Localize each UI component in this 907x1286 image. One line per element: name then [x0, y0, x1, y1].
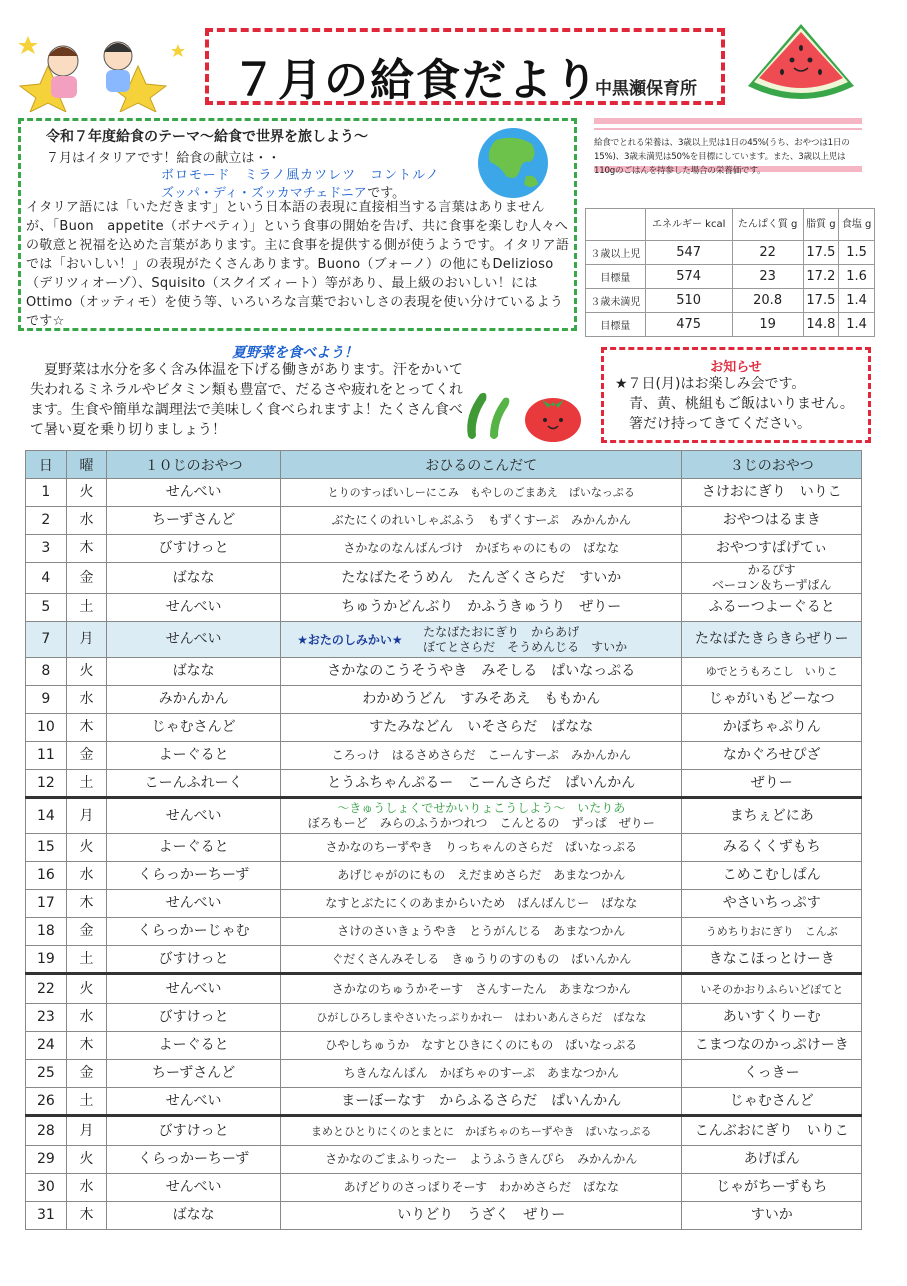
- menu-day: 17: [26, 890, 67, 918]
- menu-afternoon-snack: まちぇどにあ: [682, 798, 862, 834]
- snack-line-2: ベーコン＆ちーずぱん: [712, 578, 832, 592]
- menu-morning-snack: せんべい: [107, 890, 281, 918]
- menu-morning-snack: くらっかーちーず: [107, 1146, 281, 1174]
- menu-afternoon-snack: こまつなのかっぷけーき: [682, 1032, 862, 1060]
- menu-row: [26, 834, 862, 862]
- lunch-line-2: ぼてとさらだ そうめんじる すいか: [423, 639, 628, 654]
- menu-day: 14: [26, 798, 67, 834]
- menu-afternoon-snack: じゃがちーずもち: [682, 1174, 862, 1202]
- summer-title: 夏野菜を食べよう！: [232, 345, 358, 361]
- menu-weekday: 火: [66, 479, 106, 507]
- menu-row: [26, 742, 862, 770]
- nutrition-value: 17.2: [803, 265, 839, 289]
- menu-morning-snack: ちーずさんど: [107, 1060, 281, 1088]
- menu-day: 24: [26, 1032, 67, 1060]
- menu-lunch: いりどり うざく ぜりー: [281, 1202, 682, 1230]
- menu-afternoon-snack: こめこむしぱん: [682, 862, 862, 890]
- menu-row: [26, 535, 862, 563]
- globe-icon: [476, 126, 550, 200]
- menu-afternoon-snack: きなこほっとけーき: [682, 946, 862, 974]
- nutrition-value: 23: [732, 265, 803, 289]
- menu-lunch: あげじゃがのにもの えだまめさらだ あまなつかん: [281, 862, 682, 890]
- menu-afternoon-snack: [682, 563, 862, 594]
- menu-row: [26, 1088, 862, 1116]
- menu-lunch: さかなのごまふりったー ようふうきんぴら みかんかん: [281, 1146, 682, 1174]
- notice-line: ★７日(月)はお楽しみ会です。: [615, 376, 806, 392]
- menu-weekday: 木: [66, 714, 106, 742]
- menu-morning-snack: こーんふれーく: [107, 770, 281, 798]
- menu-weekday: 木: [66, 1202, 106, 1230]
- menu-row: [26, 594, 862, 622]
- event-label: ★おたのしみかい★: [297, 632, 403, 647]
- menu-weekday: 火: [66, 834, 106, 862]
- nutrition-row: [586, 241, 875, 265]
- menu-morning-snack: びすけっと: [107, 1004, 281, 1032]
- menu-lunch: とうふちゃんぷるー こーんさらだ ぱいんかん: [281, 770, 682, 798]
- menu-morning-snack: くらっかーじゃむ: [107, 918, 281, 946]
- menu-weekday: 金: [66, 1060, 106, 1088]
- menu-lunch: たなばたそうめん たんざくさらだ すいか: [281, 563, 682, 594]
- menu-day: 1: [26, 479, 67, 507]
- nutrition-row-label: 目標量: [586, 313, 646, 337]
- nutrition-value: 17.5: [803, 241, 839, 265]
- nutrition-value: 14.8: [803, 313, 839, 337]
- menu-afternoon-snack: みるくくずもち: [682, 834, 862, 862]
- menu-afternoon-snack: かぼちゃぷりん: [682, 714, 862, 742]
- menu-row: [26, 1060, 862, 1088]
- menu-lunch: ぶたにくのれいしゃぶふう もずくすーぷ みかんかん: [281, 507, 682, 535]
- menu-weekday: 水: [66, 686, 106, 714]
- menu-header-day: 日: [26, 451, 67, 479]
- menu-morning-snack: せんべい: [107, 594, 281, 622]
- menu-lunch: すたみなどん いそさらだ ばなな: [281, 714, 682, 742]
- lunch-lines: [423, 625, 679, 655]
- menu-row: [26, 890, 862, 918]
- notice-title: お知らせ: [710, 360, 762, 375]
- menu-row: [26, 1202, 862, 1230]
- menu-weekday: 土: [66, 770, 106, 798]
- menu-morning-snack: せんべい: [107, 1088, 281, 1116]
- nutrition-header-row: [586, 209, 875, 241]
- menu-morning-snack: せんべい: [107, 798, 281, 834]
- menu-afternoon-snack: いそのかおりふらいどぽてと: [682, 974, 862, 1004]
- menu-lunch: [281, 798, 682, 834]
- menu-weekday: 火: [66, 658, 106, 686]
- menu-day: 11: [26, 742, 67, 770]
- menu-lunch: さかなのなんばんづけ かぼちゃのにもの ばなな: [281, 535, 682, 563]
- menu-afternoon-snack: たなばたきらきらぜりー: [682, 622, 862, 658]
- menu-header-row: [26, 451, 862, 479]
- menu-day: 30: [26, 1174, 67, 1202]
- menu-day: 18: [26, 918, 67, 946]
- menu-afternoon-snack: ふるーつよーぐると: [682, 594, 862, 622]
- menu-day: 28: [26, 1116, 67, 1146]
- menu-lunch: とりのすっぱいしーにこみ もやしのごまあえ ぱいなっぷる: [281, 479, 682, 507]
- menu-weekday: 水: [66, 1004, 106, 1032]
- summer-body: 夏野菜は水分を多く含み体温を下げる働きがあります。汗をかいて失われるミネラルやビタミン類も豊富で、だるさや疲れをとってくれます。生食や簡単な調理法で美味しく食べられますよ！たくさん食べて暑い夏を乗り切りましょう！: [30, 362, 464, 438]
- menu-weekday: 火: [66, 974, 106, 1004]
- nutrition-header-cell: [586, 209, 646, 241]
- menu-morning-snack: ちーずさんど: [107, 507, 281, 535]
- nutrition-header-cell: 脂質 g: [803, 209, 839, 241]
- menu-afternoon-snack: じゃむさんど: [682, 1088, 862, 1116]
- menu-day: 25: [26, 1060, 67, 1088]
- theme-menu-suffix: です。: [367, 186, 406, 201]
- theme-title: 令和７年度給食のテーマ～給食で世界を旅しよう～: [46, 129, 368, 145]
- menu-morning-snack: よーぐると: [107, 834, 281, 862]
- menu-weekday: 水: [66, 507, 106, 535]
- theme-menu-items: ズッパ・ディ・ズッカマチェドニア: [161, 186, 368, 201]
- nutrition-value: 1.4: [839, 313, 875, 337]
- lunch-line-1: たなばたおにぎり からあげ: [423, 624, 580, 639]
- nutrition-value: 19: [732, 313, 803, 337]
- lunch-line-2: ぼろもーど みらのふうかつれつ こんとるの ずっぱ ぜりー: [307, 816, 655, 830]
- theme-intro: ７月はイタリアです！給食の献立は・・: [46, 151, 281, 166]
- menu-row: [26, 1004, 862, 1032]
- menu-morning-snack: みかんかん: [107, 686, 281, 714]
- menu-day: 2: [26, 507, 67, 535]
- menu-morning-snack: せんべい: [107, 622, 281, 658]
- menu-afternoon-snack: なかぐろせぴざ: [682, 742, 862, 770]
- menu-weekday: 月: [66, 622, 106, 658]
- menu-lunch: なすとぶたにくのあまからいため ばんばんじー ばなな: [281, 890, 682, 918]
- menu-afternoon-snack: じゃがいもどーなつ: [682, 686, 862, 714]
- menu-afternoon-snack: ぜりー: [682, 770, 862, 798]
- tomato-illustration: [522, 388, 584, 444]
- menu-morning-snack: せんべい: [107, 479, 281, 507]
- menu-header-afternoon-snack: ３じのおやつ: [682, 451, 862, 479]
- nutrition-row-label: ３歳未満児: [586, 289, 646, 313]
- notice-body: [615, 374, 854, 434]
- menu-morning-snack: びすけっと: [107, 1116, 281, 1146]
- menu-day: 9: [26, 686, 67, 714]
- menu-lunch: さけのさいきょうやき とうがんじる あまなつかん: [281, 918, 682, 946]
- menu-lunch: さかなのちーずやき りっちゃんのさらだ ぱいなっぷる: [281, 834, 682, 862]
- menu-row: [26, 1146, 862, 1174]
- snack-line-1: かるぴす: [747, 563, 796, 577]
- menu-weekday: 木: [66, 890, 106, 918]
- nutrition-row-label: ３歳以上児: [586, 241, 646, 265]
- menu-row: [26, 622, 862, 658]
- menu-morning-snack: びすけっと: [107, 535, 281, 563]
- page-title: ７月の給食だより: [232, 55, 600, 106]
- menu-day: 16: [26, 862, 67, 890]
- watermelon-illustration: [742, 20, 860, 108]
- menu-weekday: 金: [66, 918, 106, 946]
- menu-weekday: 木: [66, 1032, 106, 1060]
- menu-row: [26, 658, 862, 686]
- notice-line: 箸だけ持ってきてください。: [615, 416, 811, 432]
- menu-afternoon-snack: こんぶおにぎり いりこ: [682, 1116, 862, 1146]
- menu-day: 8: [26, 658, 67, 686]
- menu-afternoon-snack: あいすくりーむ: [682, 1004, 862, 1032]
- menu-row: [26, 1032, 862, 1060]
- nutrition-header-cell: たんぱく質 g: [732, 209, 803, 241]
- nutrition-row-label: 目標量: [586, 265, 646, 289]
- menu-row: [26, 1174, 862, 1202]
- notice-line: 青、黄、桃組もご飯はいりません。: [615, 396, 854, 412]
- nutrition-value: 20.8: [732, 289, 803, 313]
- menu-lunch: ちきんなんばん かぼちゃのすーぷ あまなつかん: [281, 1060, 682, 1088]
- menu-header-morning-snack: １０じのおやつ: [107, 451, 281, 479]
- menu-day: 29: [26, 1146, 67, 1174]
- theme-body: イタリア語には「いただきます」という日本語の表現に直接相当する言葉はありませんが、「Buon appetite（ボナペティ）」という食事の開始を告げ、共に食事を楽しむ人々への敬意と祝福を込めた言葉があります。主に食事を提供する側が使うようです。イタリア語では「おいしい！」の表現がたくさんあります。Buono（ブォーノ）の他にもDelizioso（デリツィオーゾ）、Squisito（スクイズィート）等があり、最上級のおいしい！には Ottimo（オッティモ）を使う等、いろいろな言葉でおいしさの表現を使い分けているようです☆: [26, 200, 570, 329]
- menu-morning-snack: ばなな: [107, 658, 281, 686]
- nutrition-value: 1.6: [839, 265, 875, 289]
- menu-row: [26, 798, 862, 834]
- nutrition-value: 475: [645, 313, 732, 337]
- menu-lunch: ころっけ はるさめさらだ こーんすーぷ みかんかん: [281, 742, 682, 770]
- menu-morning-snack: せんべい: [107, 974, 281, 1004]
- nutrition-value: 510: [645, 289, 732, 313]
- menu-lunch: さかなのちゅうかそーす さんすーたん あまなつかん: [281, 974, 682, 1004]
- menu-morning-snack: じゃむさんど: [107, 714, 281, 742]
- menu-lunch: ちゅうかどんぶり かふうきゅうり ぜりー: [281, 594, 682, 622]
- menu-afternoon-snack: さけおにぎり いりこ: [682, 479, 862, 507]
- menu-weekday: 月: [66, 1116, 106, 1146]
- nutrition-note: 給食でとれる栄養は、3歳以上児は1日の45%(うち、おやつは1日の15%)、3歳未満児は50%を目標にしています。また、3歳以上児は110gのごはんを持参した場合の栄養価です。: [594, 138, 850, 176]
- nutrition-table: [585, 208, 875, 337]
- menu-afternoon-snack: あげぱん: [682, 1146, 862, 1174]
- menu-row: [26, 974, 862, 1004]
- nutrition-row: [586, 313, 875, 337]
- menu-weekday: 火: [66, 1146, 106, 1174]
- theme-menu-line1: ボロモード ミラノ風カツレツ コントルノ: [161, 168, 440, 183]
- menu-afternoon-snack: やさいちっぷす: [682, 890, 862, 918]
- menu-lunch: [281, 622, 682, 658]
- menu-header-weekday: 曜: [66, 451, 106, 479]
- menu-row: [26, 563, 862, 594]
- menu-day: 31: [26, 1202, 67, 1230]
- nutrition-value: 547: [645, 241, 732, 265]
- menu-afternoon-snack: うめちりおにぎり こんぶ: [682, 918, 862, 946]
- nutrition-row: [586, 289, 875, 313]
- nutrition-value: 22: [732, 241, 803, 265]
- nutrition-value: 1.4: [839, 289, 875, 313]
- menu-header-lunch: おひるのこんだて: [281, 451, 682, 479]
- menu-lunch: ぐだくさんみそしる きゅうりのすのもの ぱいんかん: [281, 946, 682, 974]
- menu-weekday: 金: [66, 742, 106, 770]
- menu-morning-snack: せんべい: [107, 1174, 281, 1202]
- menu-morning-snack: ばなな: [107, 1202, 281, 1230]
- nutrition-value: 574: [645, 265, 732, 289]
- cucumber-illustration: [460, 386, 522, 442]
- menu-day: 12: [26, 770, 67, 798]
- menu-lunch: ひがしひろしまやさいたっぷりかれー はわいあんさらだ ばなな: [281, 1004, 682, 1032]
- nutrition-value: 1.5: [839, 241, 875, 265]
- menu-afternoon-snack: くっきー: [682, 1060, 862, 1088]
- menu-day: 3: [26, 535, 67, 563]
- menu-weekday: 土: [66, 594, 106, 622]
- menu-afternoon-snack: おやつはるまき: [682, 507, 862, 535]
- menu-morning-snack: よーぐると: [107, 1032, 281, 1060]
- menu-row: [26, 862, 862, 890]
- menu-weekday: 金: [66, 563, 106, 594]
- menu-lunch: まーぼーなす からふるさらだ ぱいんかん: [281, 1088, 682, 1116]
- menu-weekday: 木: [66, 535, 106, 563]
- nutrition-value: 17.5: [803, 289, 839, 313]
- menu-day: 22: [26, 974, 67, 1004]
- menu-day: 19: [26, 946, 67, 974]
- menu-day: 26: [26, 1088, 67, 1116]
- menu-day: 5: [26, 594, 67, 622]
- menu-row: [26, 714, 862, 742]
- menu-row: [26, 918, 862, 946]
- menu-afternoon-snack: おやつすぱげてぃ: [682, 535, 862, 563]
- menu-day: 10: [26, 714, 67, 742]
- menu-lunch: わかめうどん すみそあえ ももかん: [281, 686, 682, 714]
- menu-day: 4: [26, 563, 67, 594]
- menu-lunch: あげどりのさっぱりそーす わかめさらだ ばなな: [281, 1174, 682, 1202]
- stars-children-illustration: [18, 26, 190, 112]
- menu-weekday: 月: [66, 798, 106, 834]
- menu-afternoon-snack: すいか: [682, 1202, 862, 1230]
- menu-morning-snack: びすけっと: [107, 946, 281, 974]
- menu-day: 23: [26, 1004, 67, 1032]
- menu-row: [26, 686, 862, 714]
- menu-weekday: 土: [66, 946, 106, 974]
- menu-day: 15: [26, 834, 67, 862]
- menu-lunch: ひやしちゅうか なすとひきにくのにもの ぱいなっぷる: [281, 1032, 682, 1060]
- nutrition-header-cell: エネルギー kcal: [645, 209, 732, 241]
- menu-morning-snack: くらっかーちーず: [107, 862, 281, 890]
- menu-lunch: まめとひとりにくのとまとに かぼちゃのちーずやき ぱいなっぷる: [281, 1116, 682, 1146]
- nutrition-header-cell: 食塩 g: [839, 209, 875, 241]
- nutrition-row: [586, 265, 875, 289]
- menu-row: [26, 1116, 862, 1146]
- menu-lunch: さかなのこうそうやき みそしる ぱいなっぷる: [281, 658, 682, 686]
- menu-day: 7: [26, 622, 67, 658]
- menu-row: [26, 507, 862, 535]
- menu-weekday: 土: [66, 1088, 106, 1116]
- menu-row: [26, 770, 862, 798]
- menu-afternoon-snack: ゆでとうもろこし いりこ: [682, 658, 862, 686]
- school-name: 中黒瀬保育所: [595, 79, 697, 99]
- menu-table: [25, 450, 862, 1230]
- menu-weekday: 水: [66, 1174, 106, 1202]
- menu-row: [26, 946, 862, 974]
- menu-row: [26, 479, 862, 507]
- menu-morning-snack: ばなな: [107, 563, 281, 594]
- menu-weekday: 水: [66, 862, 106, 890]
- menu-morning-snack: よーぐると: [107, 742, 281, 770]
- lunch-line-1: ～きゅうしょくでせかいりょこうしよう～ いたりあ: [337, 801, 626, 815]
